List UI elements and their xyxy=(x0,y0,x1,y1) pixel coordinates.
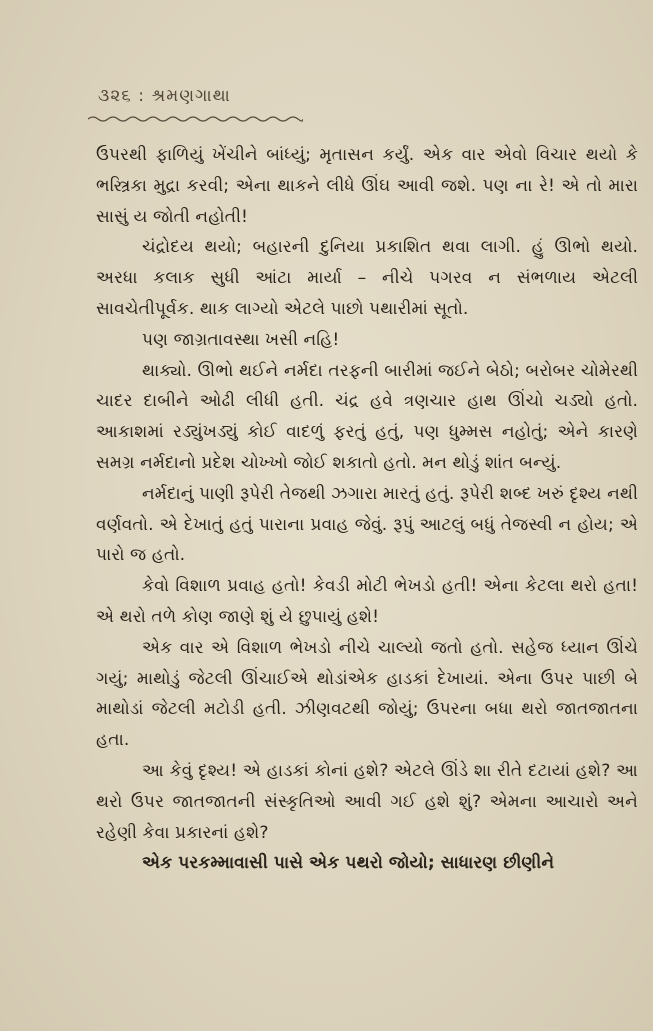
paragraph: નર્મદાનું પાણી રૂપેરી તેજથી ઝગારા મારતું હતું. રૂપેરી શબ્દ ખરું દૃશ્ય નથી વર્ણવતો. એ દેખાતું હતું પારાના પ્રવાહ જેવું. રૂપું આટલું બધું તેજસ્વી ન હોય; એ પારો જ હતો. xyxy=(96,483,638,566)
paragraph: કેવો વિશાળ પ્રવાહ હતો! કેવડી મોટી ભેખડો હતી! એના કેટલા થરો હતા! એ થરો તળે કોણ જાણે શું યે છુપાયું હશે! xyxy=(96,576,638,627)
paragraph: થાક્યો. ઊભો થઈને નર્મદા તરફની બારીમાં જઈને બેઠો; બરોબર ચોમેરથી ચાદર દાબીને ઓઢી લીધી હતી. ચંદ્ર હવે ત્રણચાર હાથ ઊંચો ચડ્યો હતો. આકાશમાં રડ્યુંખડ્યું કોઈ વાદળું ફરતું હતું, પણ ધુમ્મસ નહોતું; એને કારણે સમગ્ર નર્મદાનો પ્રદેશ ચોખ્ખો જોઈ શકાતો હતો. મન થોડું શાંત બન્યું. xyxy=(96,360,638,473)
paragraph: એક વાર એ વિશાળ ભેખડો નીચે ચાલ્યો જતો હતો. સહેજ ધ્યાન ઊંચે ગયું; માથોડું જેટલી ઊંચાઈએ થોડાંએક હાડકાં દેખાયાં. એના ઉપર પાછી બે માથોડાં જેટલી મટોડી હતી. ઝીણવટથી જોયું; ઉપરના બધા થરો જાતજાતના હતા. xyxy=(96,637,638,751)
page-header: ૩૨૬ : શ્રમણગાથા xyxy=(98,86,231,106)
paragraph: આ કેવું દૃશ્ય! એ હાડકાં કોનાં હશે? એટલે ઊંડે શા રીતે દટાયાં હશે? આ થરો ઉપર જાતજાતની સંસ્કૃતિઓ આવી ગઈ હશે શું? એમના આચારો અને રહેણી કેવા પ્રકારનાં હશે? xyxy=(96,760,638,843)
paragraph: ઉપરથી ફાળિયું ખેંચીને બાંધ્યું; મૃતાસન કર્યું. એક વાર એવો વિચાર થયો કે ભસ્ત્રિકા મુદ્રા કરવી; એના થાકને લીધે ઊંઘ આવી જશે. પણ ના રે! એ તો મારા સાસું ય જોતી નહોતી! xyxy=(96,145,638,227)
paragraph: એક પરકમ્માવાસી પાસે એક પથરો જોયો; સાધારણ છીણીને xyxy=(142,853,555,874)
header-wavy-rule xyxy=(88,115,303,123)
page-body xyxy=(96,140,638,879)
paragraph: ચંદ્રોદય થયો; બહારની દુનિયા પ્રકાશિત થવા લાગી. હું ઊભો થયો. અરધા કલાક સુધી આંટા માર્યા – નીચે પગરવ ન સંભળાય એટલી સાવચેતીપૂર્વક. થાક લાગ્યો એટલે પાછો પથારીમાં સૂતો. xyxy=(96,237,638,319)
paragraph: પણ જાગ્રતાવસ્થા ખસી નહિ! xyxy=(142,329,340,350)
